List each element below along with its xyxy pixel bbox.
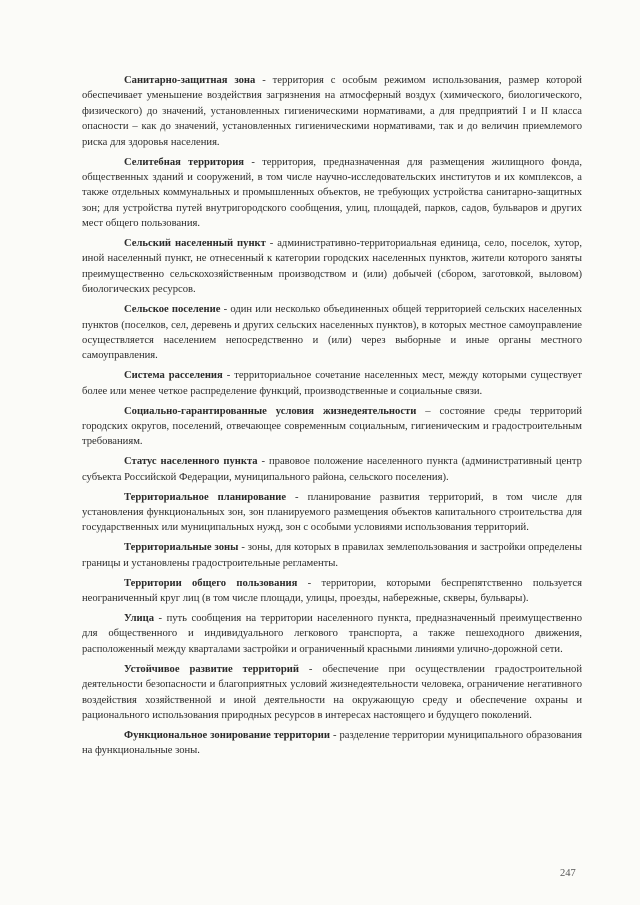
glossary-entry xyxy=(82,73,582,150)
glossary-entry xyxy=(82,540,582,571)
glossary-entry xyxy=(82,236,582,298)
glossary-definition: - путь сообщения на территории населенного пункта, предназначенный преимущественно для общественного и индивидуального легкового транспорта, а также пешеходного движения, расположенный между кварталами застройки и ограниченный красными линиями улично-дорожной сети. xyxy=(82,613,582,655)
glossary-definition: - территории, которыми беспрепятственно пользуется неограниченный круг лиц (в том числе площади, улицы, проезды, набережные, скверы, бульвары). xyxy=(82,577,582,605)
glossary-entry xyxy=(82,490,582,536)
glossary-definition: - административно-территориальная единица, село, поселок, хутор, иной населенный пункт, не отнесенный к категории городских населенных пунктов, жители которого заняты преимущественно сельскохозяйственным производством и (или) добычей (сбором, заготовкой, выловом) биологических ресурсов. xyxy=(82,238,582,296)
glossary-term: Система расселения xyxy=(124,370,223,382)
glossary-entry xyxy=(82,576,582,607)
glossary-entry xyxy=(82,404,582,450)
glossary-term: Территориальные зоны xyxy=(124,542,239,554)
glossary-term: Статус населенного пункта xyxy=(124,456,258,468)
glossary-definition: - территория с особым режимом использования, размер которой обеспечивает уменьшение воздействия загрязнения на атмосферный воздух (химического, биологического, физического) до значений, установленных гигиеническими нормативами, а для предприятий I и II класса опасности – как до значений, установленных гигиеническими нормативами, так и до величин приемлемого риска для здоровья населения. xyxy=(82,75,582,148)
glossary-entries xyxy=(82,73,582,759)
glossary-term: Сельский населенный пункт xyxy=(124,238,266,250)
glossary-definition: - разделение территории муниципального образования на функциональные зоны. xyxy=(82,729,582,757)
glossary-entry xyxy=(82,728,582,759)
glossary-entry xyxy=(82,454,582,485)
glossary-term: Устойчивое развитие территорий xyxy=(124,663,299,675)
glossary-definition: - зоны, для которых в правилах землепользования и застройки определены границы и установлены градостроительные регламенты. xyxy=(82,542,582,569)
glossary-definition: – состояние среды территорий городских округов, поселений, отвечающее современным социальным, гигиеническим и градостроительным требованиям. xyxy=(82,405,582,448)
glossary-entry xyxy=(82,611,582,657)
glossary-term: Улица xyxy=(124,613,155,624)
glossary-definition: - обеспечение при осуществлении градостроительной деятельности безопасности и благоприятных условий жизнедеятельности человека, ограничение негативного воздействия хозяйственной и иной деятельности на окружающую среду и обеспечение охраны и рационального использования природных ресурсов в интересах настоящего и будущего поколений. xyxy=(82,663,583,721)
glossary-definition: - правовое положение населенного пункта (административный центр субъекта Российской Федерации, муниципального района, сельского поселения). xyxy=(82,456,582,483)
glossary-entry xyxy=(82,155,582,232)
glossary-definition: - планирование развития территорий, в том числе для установления функциональных зон, зон планируемого размещения объектов капитального строительства для государственных или муниципальных нужд, зон с особыми условиями использования территорий. xyxy=(82,491,582,534)
page-number: 247 xyxy=(560,868,576,879)
glossary-definition: - территориальное сочетание населенных мест, между которыми существует более или менее четкое распределение функций, производственные и социальные связи. xyxy=(82,370,582,397)
glossary-term: Сельское поселение xyxy=(124,304,221,316)
glossary-entry xyxy=(82,662,582,724)
glossary-term: Территории общего пользования xyxy=(124,577,298,589)
glossary-term: Санитарно-защитная зона xyxy=(124,75,256,86)
glossary-term: Социально-гарантированные условия жизнедеятельности xyxy=(124,405,417,417)
glossary-term: Территориальное планирование xyxy=(124,491,287,503)
glossary-definition: - территория, предназначенная для размещения жилищного фонда, общественных зданий и сооружений, в том числе научно-исследовательских институтов и их комплексов, а также отдельных коммунальных и промышленных объектов, не требующих устройства санитарно-защитных зон; для устройства путей внутригородского сообщения, улиц, площадей, парков, садов, бульваров и других мест общего пользования. xyxy=(82,156,582,230)
glossary-term: Селитебная территория xyxy=(124,156,245,168)
glossary-entry xyxy=(82,302,582,364)
glossary-term: Функциональное зонирование территории xyxy=(124,729,330,741)
glossary-definition: - один или несколько объединенных общей территорией сельских населенных пунктов (поселков, сел, деревень и других сельских населенных пунктов), в которых местное самоуправление осуществляется населением непосредственно и (или) через выборные и иные органы местного самоуправления. xyxy=(82,304,582,362)
glossary-entry xyxy=(82,368,582,399)
